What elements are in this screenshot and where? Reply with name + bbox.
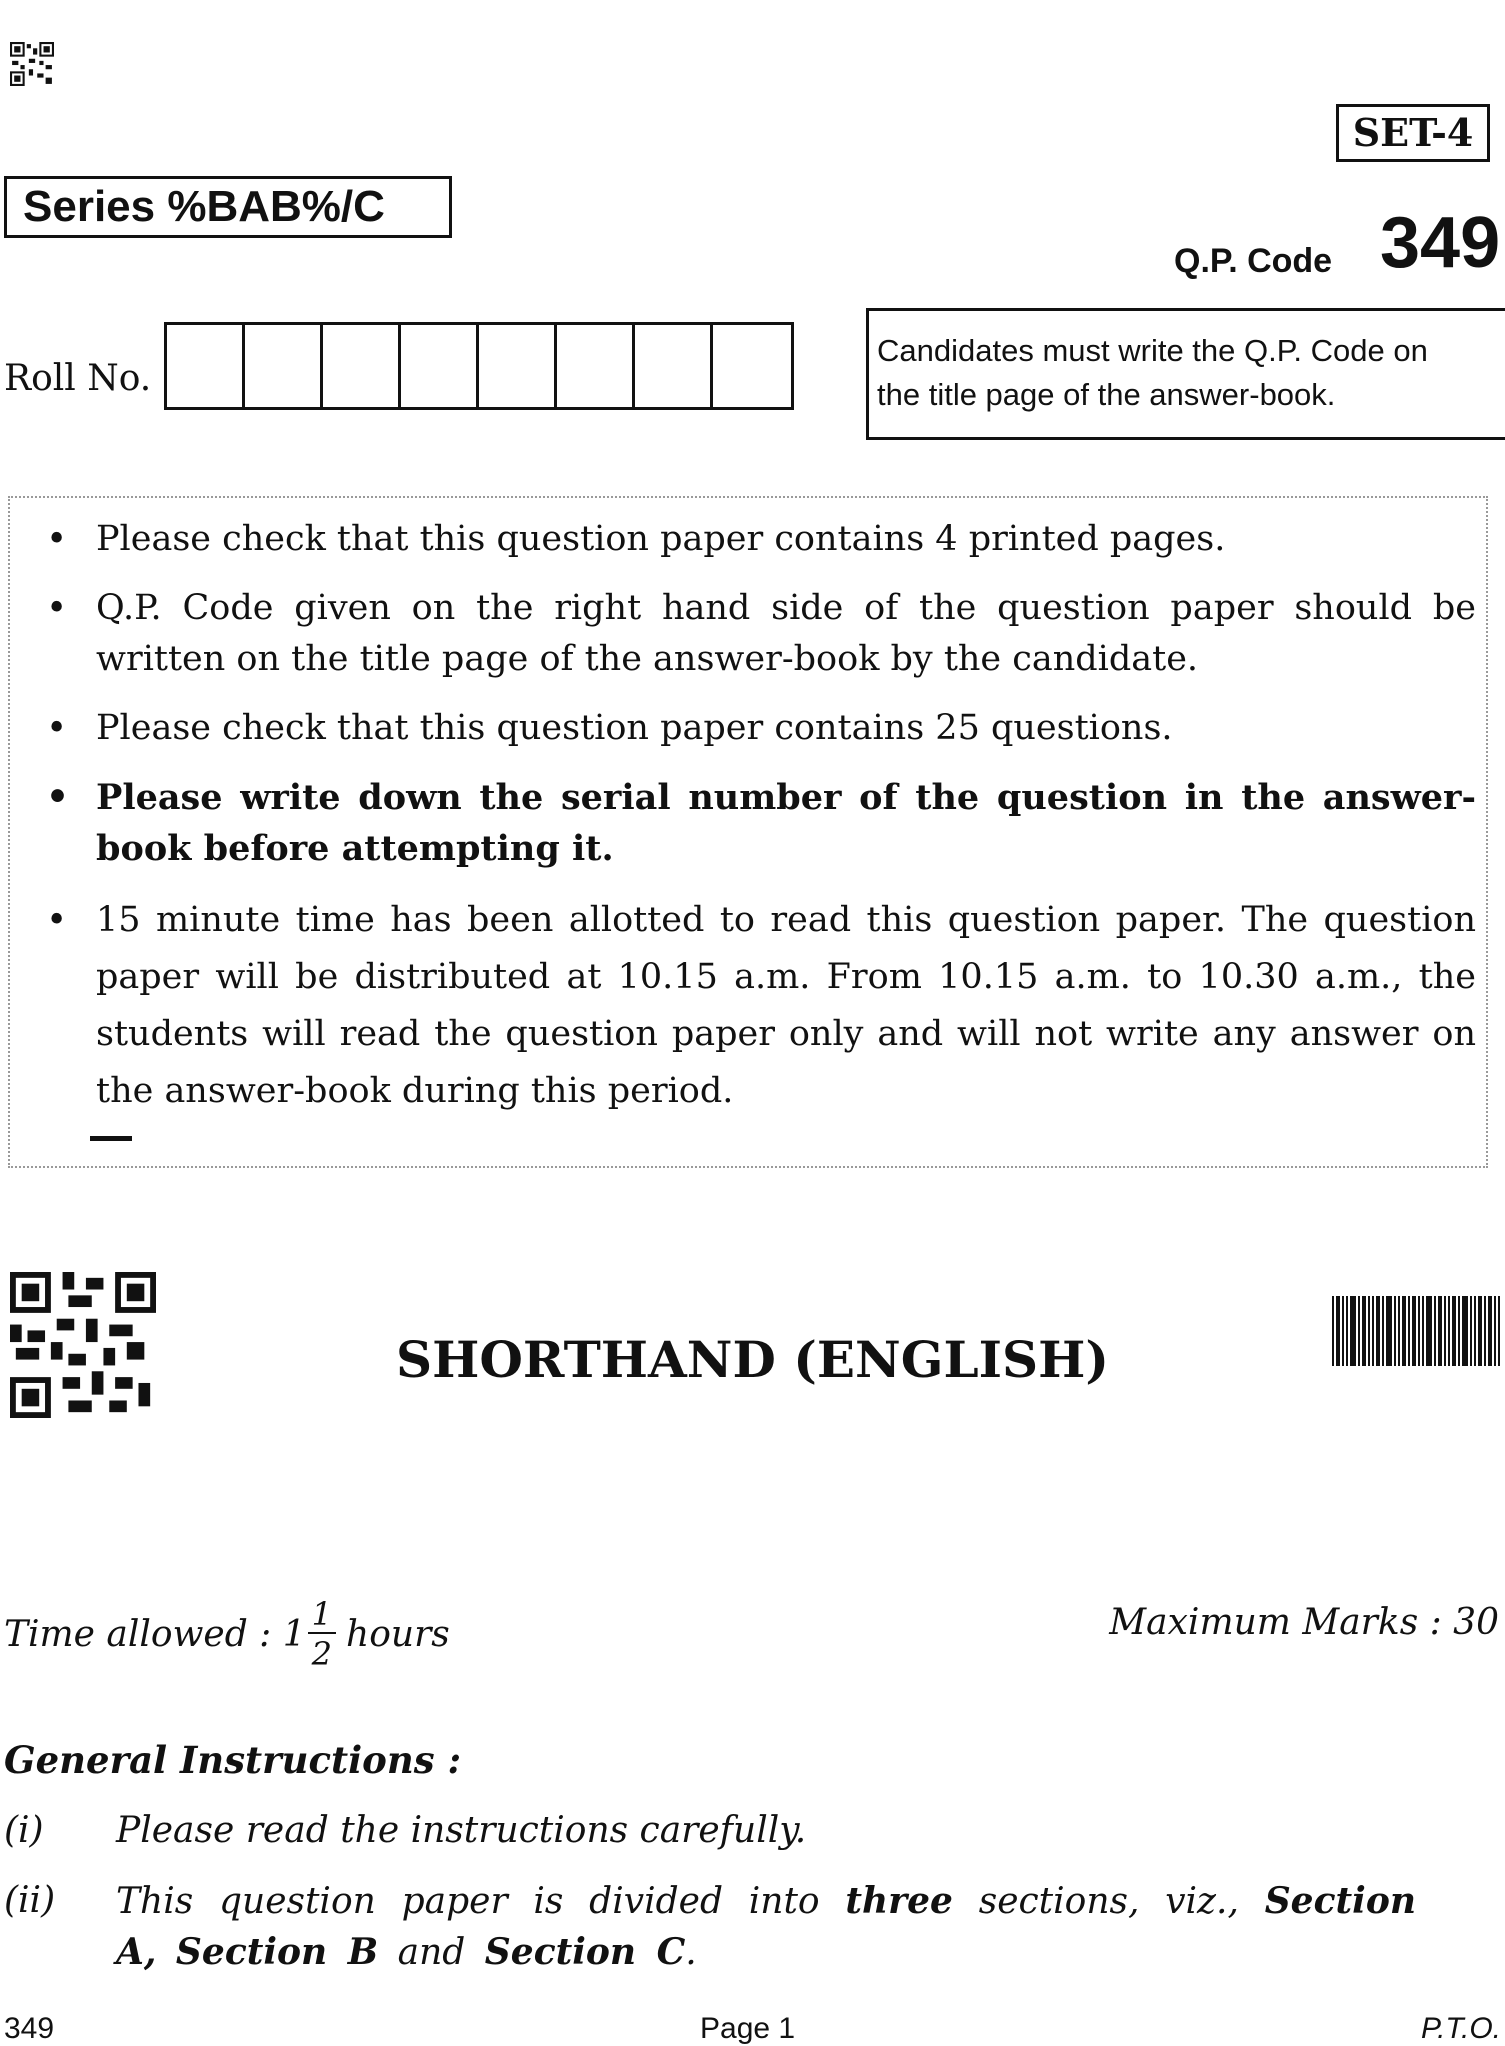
qr-code-small-icon xyxy=(10,42,54,86)
candidate-note-line: the title page of the answer-book. xyxy=(877,377,1336,412)
roll-no-boxes[interactable] xyxy=(164,322,794,410)
time-fraction xyxy=(308,1595,336,1673)
roll-no-cell[interactable] xyxy=(713,325,791,407)
candidate-note-box xyxy=(866,308,1505,440)
footer-page-number: Page 1 xyxy=(700,2012,796,2045)
roll-no-cell[interactable] xyxy=(323,325,401,407)
general-instruction-item xyxy=(4,1806,1484,1856)
general-instruction-item xyxy=(4,1876,1484,1986)
general-instructions-title: General Instructions : xyxy=(4,1738,462,1782)
set-label-box: SET-4 xyxy=(1336,104,1490,162)
instructions-list xyxy=(46,514,1476,1138)
instruction-item: • Please check that this question paper contains 25 questions. xyxy=(46,703,1476,754)
instruction-item: • Q.P. Code given on the right hand side of the question paper should be written on the title page of the answer-book by the candidate. xyxy=(46,583,1476,685)
general-instruction-text: This question paper is divided into three sections, viz., Section A, Section B and Section C. xyxy=(116,1880,1416,1973)
roll-no-cell[interactable] xyxy=(245,325,323,407)
roll-no-cell[interactable] xyxy=(635,325,713,407)
instruction-item: • 15 minute time has been allotted to read this question paper. The question paper will be distributed at 10.15 a.m. From 10.15 a.m. to 10.30 a.m., the students will read the question paper only and will not write any answer on the answer-book during this period. xyxy=(46,892,1476,1120)
instruction-item: • Please check that this question paper contains 4 printed pages. xyxy=(46,514,1476,565)
roll-no-cell[interactable] xyxy=(167,325,245,407)
qp-code-label: Q.P. Code xyxy=(1174,242,1333,280)
footer-pto: P.T.O. xyxy=(1420,2012,1501,2045)
barcode-icon xyxy=(1332,1296,1500,1366)
roll-no-label: Roll No. xyxy=(4,358,152,399)
instructions-box xyxy=(8,496,1488,1168)
subject-title: SHORTHAND (ENGLISH) xyxy=(395,1330,1109,1389)
fraction-numerator: 1 xyxy=(308,1598,336,1634)
roll-no-cell[interactable] xyxy=(479,325,557,407)
maximum-marks: Maximum Marks : 30 xyxy=(1109,1602,1499,1643)
series-label-box: Series %BAB%/C xyxy=(4,176,452,238)
candidate-note-line: Candidates must write the Q.P. Code on xyxy=(877,333,1428,368)
roll-no-cell[interactable] xyxy=(401,325,479,407)
footer-qp-code: 349 xyxy=(4,2012,55,2045)
instructions-end-dash xyxy=(90,1136,132,1141)
time-allowed-suffix: hours xyxy=(346,1613,450,1655)
time-allowed-prefix: Time allowed : 1 xyxy=(4,1613,306,1655)
fraction-denominator: 2 xyxy=(311,1635,333,1673)
time-allowed xyxy=(4,1595,450,1673)
general-instruction-number: (ii) xyxy=(4,1880,56,1921)
instruction-item: • Please write down the serial number of the question in the answer-book before attempting it. xyxy=(46,772,1476,874)
qp-code-value: 349 xyxy=(1380,203,1501,283)
general-instruction-text: Please read the instructions carefully. xyxy=(116,1810,807,1851)
general-instruction-number: (i) xyxy=(4,1810,44,1851)
roll-no-cell[interactable] xyxy=(557,325,635,407)
